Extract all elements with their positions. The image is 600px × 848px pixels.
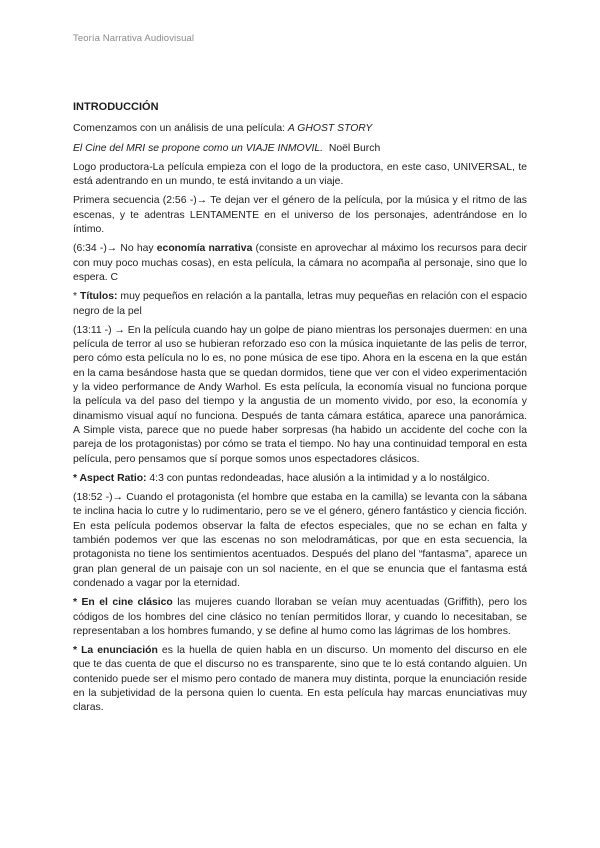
paragraph-ghost-scene: (18:52 -)→ Cuando el protagonista (el hombre que estaba en la camilla) se levanta con la sábana te inclina hacia lo cutre y lo rudimentario, pero se ve el género, género fantástico y ciencia ficción. En esta película podemos observar la falta de efectos especiales, que no se echan en falta y también podemos ver que las escenas no son melodramáticas, por que en esta secuencia, la protagonista no tiene los sentimientos acentuados. Después del plano del “fantasma”, aparece un gran plan general de un paisaje con un sol naciente, en el que se enuncia que el fantasma está condenado a vagar por la eternidad. [73,492,527,589]
p11-bold: * La enunciación [73,645,158,657]
p5-after: (consiste en aprovechar al máximo los recursos para decir con muy poco muchas cosas), en esta película, la cámara no acompaña al personaje, sino que lo espera. C [73,243,528,283]
p5-before: (6:34 -)→ No hay [73,243,157,255]
section-heading: INTRODUCCIÓN [73,101,159,113]
paragraph-narrative-economy [73,242,527,285]
paragraph-enunciation [73,644,527,715]
paragraph-intro [73,122,527,136]
intro-text: Comenzamos con un análisis de una película: [73,123,288,135]
p6-bold: Títulos: [79,291,118,303]
p6-after: muy pequeños en relación a la pantalla, letras muy pequeñas en relación con el espacio negro de la pel [73,291,527,317]
p10-after: las mujeres cuando lloraban se veían muy acentuadas (Griffith), pero los códigos de los hombres del cine clásico no tenían permitidos llorar, y cuando lo necesitaban, se representaban a los hombres fumando, y se define al humo como las lágrimas de los hombres. [73,597,528,637]
paragraph-aspect-ratio [73,472,527,486]
paragraph-piano-scene: (13:11 -) → En la película cuando hay un golpe de piano mientras los personajes duermen: en una película de terror al uso se hubieran reforzado eso con la música inquietante de las pelis de terror, pero cómo esta película no lo es, no pone música de ese tipo. Ahora en la escena en la que están en la cama besándose hasta que se quedan dormidos, tiene que ver con el video experimentación y la video performance de Andy Warhol. Es esta película, la economía visual no funciona porque la película va del paso del tiempo y la angustia de un momento vivido, por eso, la economía y dinamismo visual aquí no funciona. Después de tanta cámara estática, aparece una panorámica. A Simple vista, parece que no puede haber sorpresas (ha habido un accidente del coche con la pareja de los protagonistas) por cómo se trata el tiempo. No hay una continuidad temporal en esta película, pero pensamos que sí porque somos unos espectadores clásicos. [73,324,527,465]
p10-bold: * En el cine clásico [73,597,173,609]
paragraph-first-sequence: Primera secuencia (2:56 -)→ Te dejan ver el género de la película, por la música y el ritmo de las escenas, y te adentras LENTAMENTE en el universo de los personajes, adentrándose en lo íntimo. [73,195,527,236]
p6-bullet: * [73,291,80,303]
paragraph-titles [73,290,527,319]
p8-after: 4:3 con puntas redondeadas, hace alusión a la intimidad y a lo nostálgico. [146,472,490,484]
paragraph-logo: Logo productora-La película empieza con el logo de la productora, en este caso, UNIVERSAL, te está adentrando en un mundo, te está invitando a un viaje. [73,161,527,188]
paragraph-quote [73,142,527,156]
quote-text: El Cine del MRI se propone como un VIAJE INMOVIL. [73,142,324,154]
paragraph-classic-cinema [73,596,527,639]
p5-bold: economía narrativa [156,243,253,255]
quote-author: Noël Burch [323,142,381,154]
document-body [73,100,527,721]
p8-bold: * Aspect Ratio: [73,472,147,484]
document-header: Teoría Narrativa Audiovisual [73,33,195,44]
p11-after: es la huella de quien habla en un discurso. Un momento del discurso en ele que te das cuenta de que el discurso no es transparente, sino que te lo está contando alguien. Un contenido puede ser el mismo pero contado de manera muy distinta, porque la enunciación reside en la subjetividad de la persona quien lo cuenta. En esta película hay marcas enunciativas muy claras. [73,645,527,714]
film-title: A GHOST STORY [287,123,373,135]
